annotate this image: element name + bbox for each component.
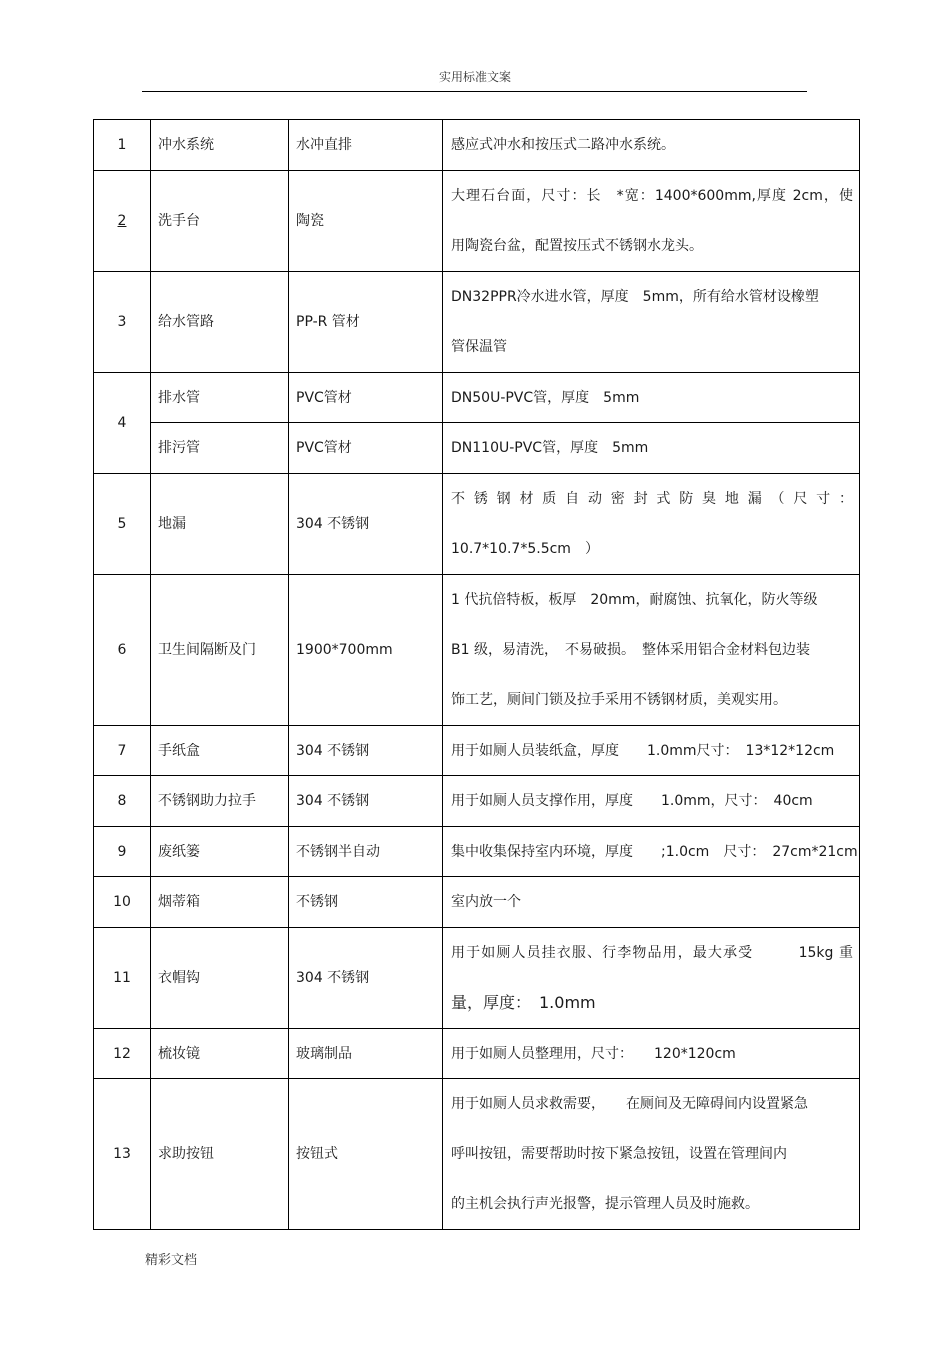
table-row xyxy=(94,423,860,474)
row-number: 8 xyxy=(94,776,151,827)
row-number: 1 xyxy=(94,120,151,171)
description-line: 大理石台面，尺寸：长 *宽：1400*600mm,厚度 2cm，使 xyxy=(451,188,853,204)
table-row xyxy=(94,726,860,776)
description-line: B1 级，易清洗， 不易破损。 整体采用铝合金材料包边装 xyxy=(451,642,810,658)
item-description xyxy=(443,120,860,171)
table-row xyxy=(94,827,860,877)
item-description xyxy=(443,776,860,827)
page-header: 实用标准文案 xyxy=(438,70,511,84)
row-number: 10 xyxy=(94,877,151,928)
item-name: 衣帽钩 xyxy=(151,928,289,1029)
item-description xyxy=(443,272,860,373)
table-row xyxy=(94,373,860,423)
item-description xyxy=(443,827,860,877)
item-material: 陶瓷 xyxy=(289,171,443,272)
description-line: 10.7*10.7*5.5cm ） xyxy=(451,541,599,557)
item-description xyxy=(443,575,860,726)
row-number: 9 xyxy=(94,827,151,877)
description-line: 用于如厕人员支撑作用，厚度 1.0mm，尺寸： 40cm xyxy=(451,793,813,809)
description-line: 用于如厕人员装纸盒，厚度 1.0mm尺寸： 13*12*12cm xyxy=(451,742,835,759)
description-line: DN32PPR冷水进水管，厚度 5mm，所有给水管材设橡塑 xyxy=(451,289,819,305)
row-number: 5 xyxy=(94,474,151,575)
row-number: 12 xyxy=(94,1029,151,1079)
description-line: 呼叫按钮，需要帮助时按下紧急按钮，设置在管理间内 xyxy=(451,1146,787,1162)
row-number-text: 2 xyxy=(117,213,127,229)
item-description xyxy=(443,474,860,575)
page-footer: 精彩文档 xyxy=(145,1253,198,1268)
table-row xyxy=(94,474,860,575)
row-number: 6 xyxy=(94,575,151,726)
item-description xyxy=(443,928,860,1029)
item-material: 不锈钢半自动 xyxy=(289,827,443,877)
item-material: 玻璃制品 xyxy=(289,1029,443,1079)
table-row xyxy=(94,1029,860,1079)
description-line: 饰工艺，厕间门锁及拉手采用不锈钢材质，美观实用。 xyxy=(451,692,787,708)
table-row xyxy=(94,575,860,726)
item-material: 304 不锈钢 xyxy=(289,928,443,1029)
item-name: 洗手台 xyxy=(151,171,289,272)
item-description xyxy=(443,423,860,474)
table-row xyxy=(94,171,860,272)
item-name: 给水管路 xyxy=(151,272,289,373)
description-line: 量，厚度： 1.0mm xyxy=(451,993,596,1012)
description-line: 管保温管 xyxy=(451,339,507,355)
item-name: 排污管 xyxy=(151,423,289,474)
description-line: 集中收集保持室内环境，厚度 ;1.0cm 尺寸： 27cm*21cm xyxy=(451,843,858,860)
item-name: 梳妆镜 xyxy=(151,1029,289,1079)
row-number: 4 xyxy=(94,373,151,474)
description-line: 用陶瓷台盆，配置按压式不锈钢水龙头。 xyxy=(451,238,703,254)
item-description xyxy=(443,171,860,272)
row-number xyxy=(94,171,151,272)
item-material: PP-R 管材 xyxy=(289,272,443,373)
description-line: 用于如厕人员挂衣服、行李物品用，最大承受 15kg 重 xyxy=(451,945,853,961)
item-description xyxy=(443,726,860,776)
row-number: 11 xyxy=(94,928,151,1029)
row-number: 3 xyxy=(94,272,151,373)
table-row xyxy=(94,272,860,373)
item-name: 手纸盒 xyxy=(151,726,289,776)
table-row xyxy=(94,776,860,827)
item-name: 卫生间隔断及门 xyxy=(151,575,289,726)
item-material: 不锈钢 xyxy=(289,877,443,928)
item-material: 304 不锈钢 xyxy=(289,726,443,776)
item-material: 水冲直排 xyxy=(289,120,443,171)
table-row xyxy=(94,120,860,171)
item-name: 冲水系统 xyxy=(151,120,289,171)
item-name: 排水管 xyxy=(151,373,289,423)
row-number: 7 xyxy=(94,726,151,776)
description-line: 感应式冲水和按压式二路冲水系统。 xyxy=(451,137,675,153)
item-name: 废纸篓 xyxy=(151,827,289,877)
description-line: 用于如厕人员整理用，尺寸： 120*120cm xyxy=(451,1045,736,1062)
description-line: 的主机会执行声光报警，提示管理人员及时施救。 xyxy=(451,1196,759,1212)
row-number: 13 xyxy=(94,1079,151,1230)
description-line: DN50U-PVC管，厚度 5mm xyxy=(451,389,640,406)
table-row xyxy=(94,928,860,1029)
item-material: 1900*700mm xyxy=(289,575,443,726)
item-name: 地漏 xyxy=(151,474,289,575)
description-line: 室内放一个 xyxy=(451,894,521,910)
header-rule xyxy=(142,91,807,92)
item-material: PVC管材 xyxy=(289,423,443,474)
description-line: 用于如厕人员求救需要， 在厕间及无障碍间内设置紧急 xyxy=(451,1096,808,1112)
table-row xyxy=(94,877,860,928)
item-name: 求助按钮 xyxy=(151,1079,289,1230)
spec-table xyxy=(93,119,860,1230)
item-material: 304 不锈钢 xyxy=(289,776,443,827)
item-description xyxy=(443,877,860,928)
item-name: 烟蒂箱 xyxy=(151,877,289,928)
item-description xyxy=(443,1079,860,1230)
description-line: DN110U-PVC管，厚度 5mm xyxy=(451,440,649,456)
table-row xyxy=(94,1079,860,1230)
description-line: 不锈钢材质自动密封式防臭地漏（尺寸： xyxy=(451,491,853,507)
item-material: 304 不锈钢 xyxy=(289,474,443,575)
item-description xyxy=(443,373,860,423)
item-material: 按钮式 xyxy=(289,1079,443,1230)
description-line: 1 代抗倍特板，板厚 20mm，耐腐蚀、抗氧化，防火等级 xyxy=(451,592,818,608)
item-description xyxy=(443,1029,860,1079)
item-material: PVC管材 xyxy=(289,373,443,423)
item-name: 不锈钢助力拉手 xyxy=(151,776,289,827)
